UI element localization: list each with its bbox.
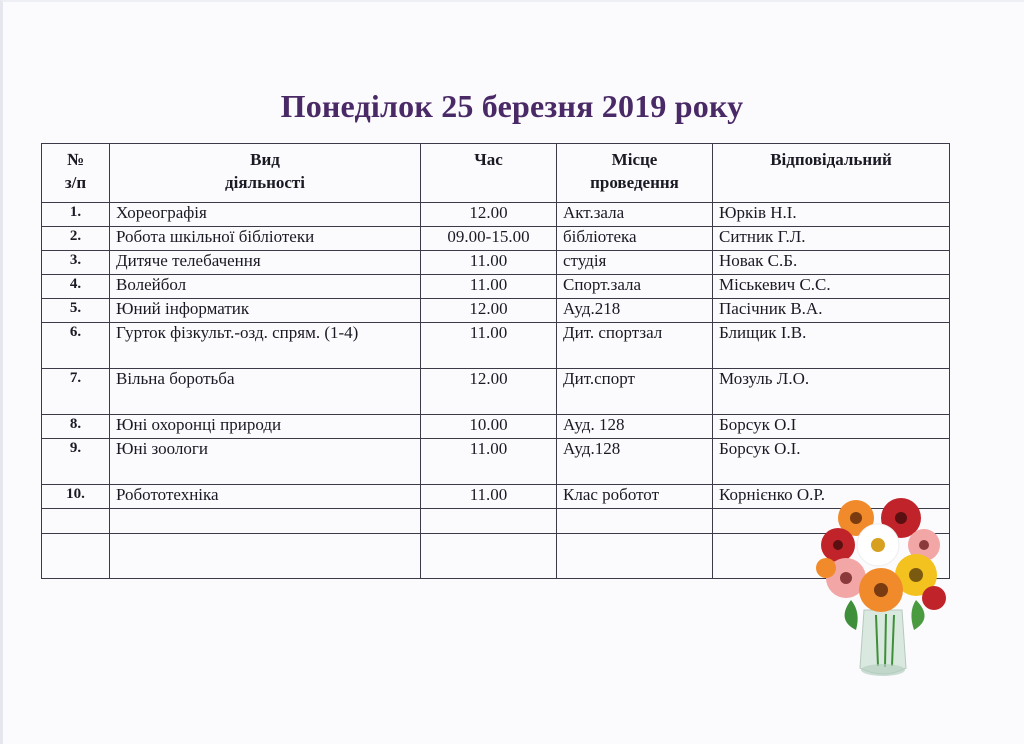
row-num: 7. [42, 369, 110, 415]
row-responsible: Мозуль Л.О. [713, 369, 950, 415]
row-activity: Вільна боротьба [110, 369, 421, 415]
table-row [42, 251, 950, 275]
header-time: Час [421, 144, 557, 203]
row-activity: Хореографія [110, 203, 421, 227]
row-activity: Юний інформатик [110, 299, 421, 323]
row-num: 4. [42, 275, 110, 299]
row-activity: Юні зоологи [110, 439, 421, 485]
row-time: 12.00 [421, 299, 557, 323]
table-row [42, 323, 950, 369]
row-responsible: Ситник Г.Л. [713, 227, 950, 251]
row-num: 9. [42, 439, 110, 485]
table-row [42, 369, 950, 415]
row-place: Ауд. 128 [557, 415, 713, 439]
table-row [42, 203, 950, 227]
row-num: 2. [42, 227, 110, 251]
row-responsible: Борсук О.І. [713, 439, 950, 485]
row-activity: Юні охоронці природи [110, 415, 421, 439]
row-num: 1. [42, 203, 110, 227]
row-num: 8. [42, 415, 110, 439]
row-responsible: Пасічник В.А. [713, 299, 950, 323]
row-activity: Волейбол [110, 275, 421, 299]
header-place: Місце проведення [557, 144, 713, 203]
row-activity: Робототехніка [110, 485, 421, 509]
row-place: Дит.спорт [557, 369, 713, 415]
row-num: 6. [42, 323, 110, 369]
row-time: 12.00 [421, 203, 557, 227]
flower-bouquet-icon [806, 490, 956, 685]
row-responsible: Борсук О.І [713, 415, 950, 439]
row-time: 11.00 [421, 251, 557, 275]
table-row [42, 439, 950, 485]
row-place: Ауд.218 [557, 299, 713, 323]
row-place: студія [557, 251, 713, 275]
row-responsible: Міськевич С.С. [713, 275, 950, 299]
table-row [42, 299, 950, 323]
header-activity: Вид діяльності [110, 144, 421, 203]
row-time: 10.00 [421, 415, 557, 439]
header-responsible: Відповідальний [713, 144, 950, 203]
row-place: Спорт.зала [557, 275, 713, 299]
table-row [42, 275, 950, 299]
row-responsible: Юрків Н.І. [713, 203, 950, 227]
row-time: 12.00 [421, 369, 557, 415]
row-time: 11.00 [421, 439, 557, 485]
header-num: № з/п [42, 144, 110, 203]
row-place: Клас роботот [557, 485, 713, 509]
row-num: 3. [42, 251, 110, 275]
row-num: 10. [42, 485, 110, 509]
table-header-row [42, 144, 950, 203]
row-activity: Гурток фізкульт.-озд. спрям. (1-4) [110, 323, 421, 369]
row-time: 11.00 [421, 323, 557, 369]
row-activity: Дитяче телебачення [110, 251, 421, 275]
row-place: Акт.зала [557, 203, 713, 227]
row-time: 09.00-15.00 [421, 227, 557, 251]
row-place: бібліотека [557, 227, 713, 251]
table-row [42, 415, 950, 439]
row-responsible: Новак С.Б. [713, 251, 950, 275]
row-time: 11.00 [421, 275, 557, 299]
row-place: Ауд.128 [557, 439, 713, 485]
table-row [42, 227, 950, 251]
row-place: Дит. спортзал [557, 323, 713, 369]
row-num: 5. [42, 299, 110, 323]
row-time: 11.00 [421, 485, 557, 509]
row-responsible: Корнієнко О.Р. [713, 485, 950, 509]
row-activity: Робота шкільної бібліотеки [110, 227, 421, 251]
page-title: Понеділок 25 березня 2019 року [280, 88, 744, 124]
row-responsible: Блищик І.В. [713, 323, 950, 369]
